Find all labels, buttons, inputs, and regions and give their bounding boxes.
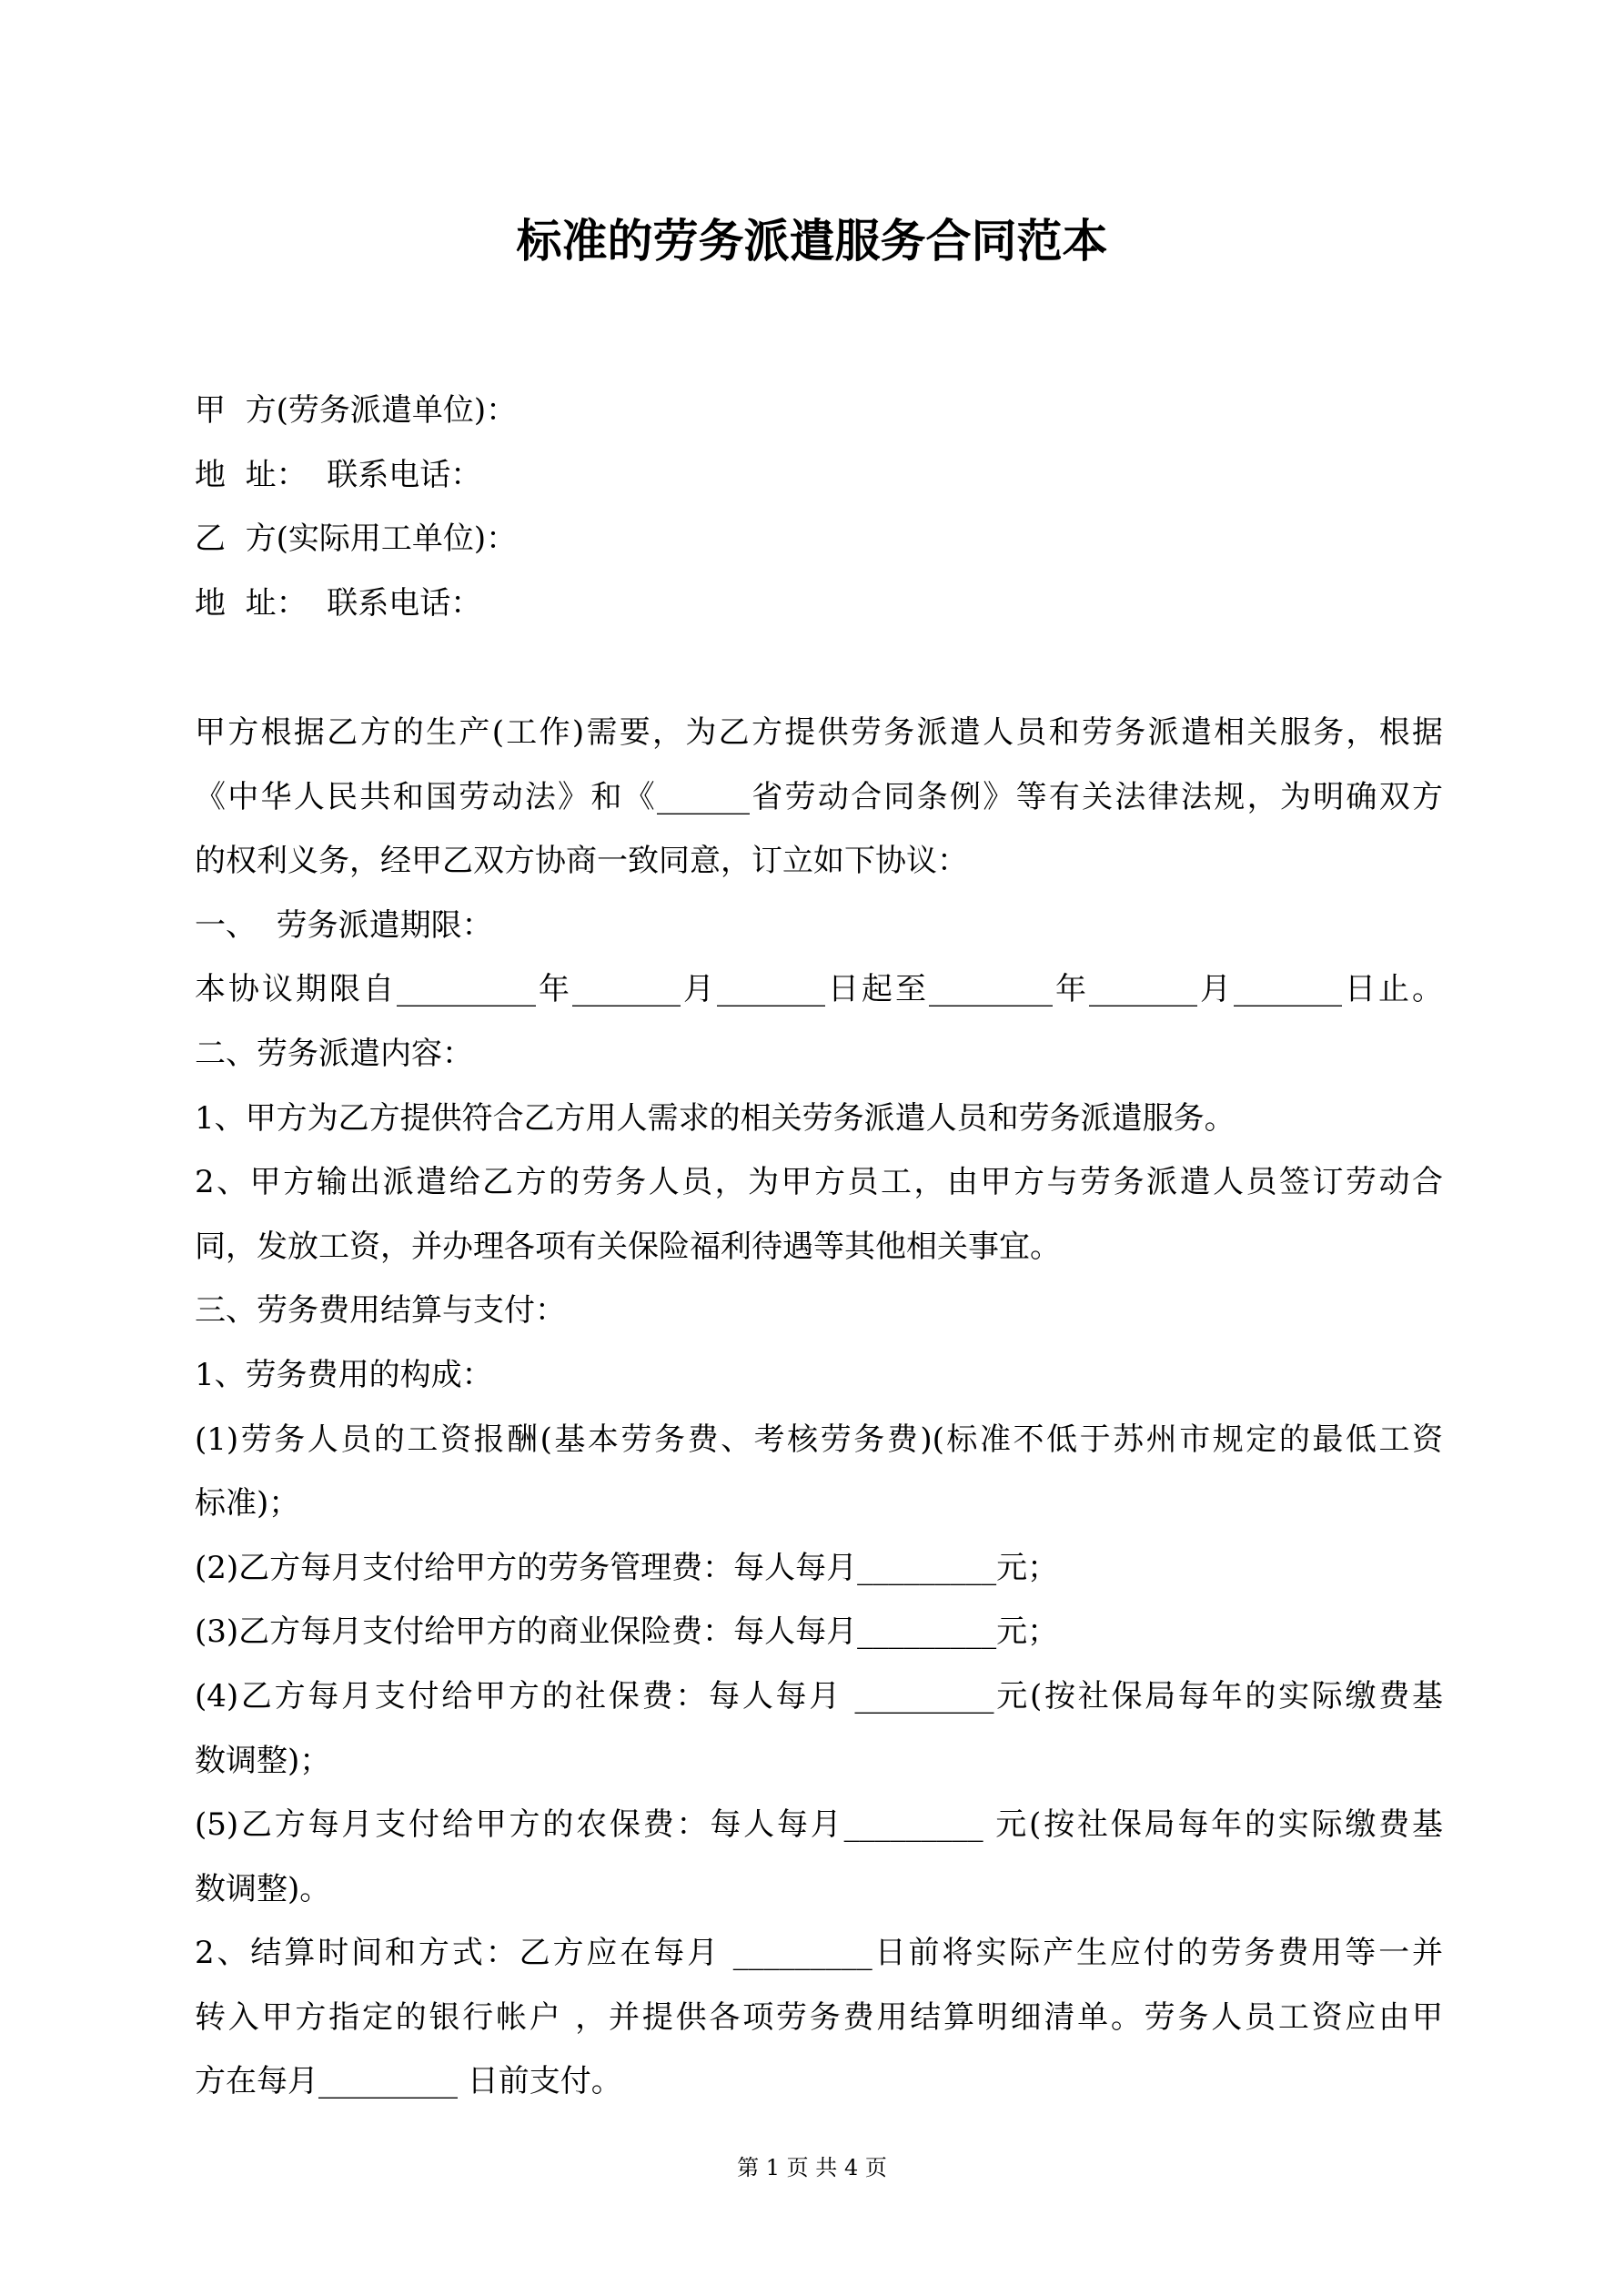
page-number: 第 1 页 共 4 页 — [737, 2155, 887, 2180]
document-title: 标准的劳务派遣服务合同范本 — [516, 214, 1108, 268]
body-line: 甲方根据乙方的生产(工作)需要，为乙方提供劳务派遣人员和劳务派遣相关服务，根据 — [195, 714, 1443, 751]
section-heading: 二、劳务派遣内容： — [195, 1035, 473, 1072]
body-line: 1、甲方为乙方提供符合乙方用人需求的相关劳务派遣人员和劳务派遣服务。 — [195, 1099, 1236, 1137]
body-line: 数调整)。 — [195, 1870, 331, 1907]
section-heading: 一、 劳务派遣期限： — [195, 906, 493, 944]
body-line: 转入甲方指定的银行帐户 ，并提供各项劳务费用结算明细清单。劳务人员工资应由甲 — [195, 1998, 1443, 2036]
body-line: (5)乙方每月支付给甲方的农保费：每人每月_________ 元(按社保局每年的实际缴费基 — [195, 1806, 1443, 1844]
contract-body — [195, 701, 1443, 2114]
body-line: (2)乙方每月支付给甲方的劳务管理费：每人每月_________元； — [195, 1549, 1059, 1586]
party-a-address-line: 地 址： 联系电话： — [195, 456, 482, 493]
party-a-line: 甲 方(劳务派遣单位)： — [195, 392, 518, 429]
body-line: 本协议期限自_________年_______月_______日起至________年_______月_______日止。 — [195, 971, 1443, 1008]
body-line: 数调整)； — [195, 1742, 331, 1779]
party-b-address-line: 地 址： 联系电话： — [195, 584, 482, 622]
parties-section — [195, 379, 1443, 635]
body-line: (4)乙方每月支付给甲方的社保费：每人每月 _________元(按社保局每年的实际缴费基 — [195, 1677, 1443, 1714]
body-line: 方在每月_________ 日前支付。 — [195, 2063, 622, 2100]
body-line: (3)乙方每月支付给甲方的商业保险费：每人每月_________元； — [195, 1613, 1059, 1651]
body-line: 同，发放工资，并办理各项有关保险福利待遇等其他相关事宜。 — [195, 1228, 1061, 1265]
body-line: 2、结算时间和方式：乙方应在每月 _________日前将实际产生应付的劳务费用等一并 — [195, 1935, 1443, 1972]
body-line: 的权利义务，经甲乙双方协商一致同意，订立如下协议： — [195, 843, 968, 880]
body-line: 2、甲方输出派遣给乙方的劳务人员，为甲方员工，由甲方与劳务派遣人员签订劳动合 — [195, 1164, 1443, 1201]
body-line: (1)劳务人员的工资报酬(基本劳务费、考核劳务费)(标准不低于苏州市规定的最低工资 — [195, 1421, 1443, 1458]
body-line: 1、劳务费用的构成： — [195, 1356, 493, 1393]
party-b-line: 乙 方(实际用工单位)： — [195, 521, 518, 558]
body-line: 标准)； — [195, 1485, 300, 1522]
section-heading: 三、劳务费用结算与支付： — [195, 1292, 566, 1330]
body-line: 《中华人民共和国劳动法》和《______省劳动合同条例》等有关法律法规，为明确双方 — [195, 778, 1443, 815]
